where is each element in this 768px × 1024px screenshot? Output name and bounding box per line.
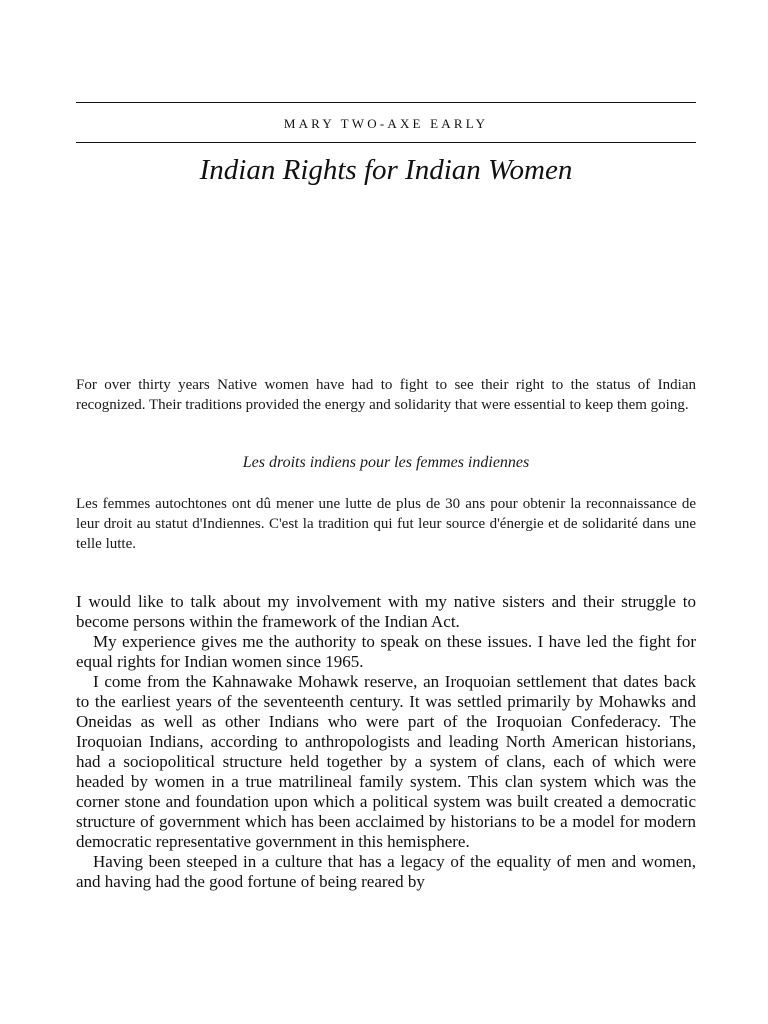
- body-paragraph-3: I come from the Kahnawake Mohawk reserve, an Iroquoian settlement that dates back to the earliest years of the seventeenth century. It was settled primarily by Mohawks and Oneidas as well as other Indians who were part of the Iroquoian Confederacy. The Iroquoian Indians, according to anthropologists and leading North American historians, had a sociopolitical structure held together by a system of clans, each of which were headed by women in a true matrilineal family system. This clan system which was the corner stone and foundation upon which a political system was built created a democratic structure of government which has been acclaimed by historians to be a model for modern democratic representative government in this hemisphere.: [76, 672, 696, 851]
- article-title: Indian Rights for Indian Women: [199, 154, 573, 186]
- abstract-english: For over thirty years Native women have had to fight to see their right to the status of Indian recognized. Their traditions provided the energy and solidarity that were essential to keep them going.: [76, 377, 696, 413]
- header-top-rule: [76, 102, 696, 103]
- header-bottom-rule: [76, 142, 696, 143]
- body-paragraph-2: My experience gives me the authority to speak on these issues. I have led the fight for equal rights for Indian women since 1965.: [76, 632, 696, 671]
- author-name: MARY TWO-AXE EARLY: [283, 116, 489, 131]
- body-paragraph-4: Having been steeped in a culture that has a legacy of the equality of men and women, and having had the good fortune of being reared by: [76, 852, 696, 891]
- body-paragraph-1: I would like to talk about my involvement with my native sisters and their struggle to become persons within the framework of the Indian Act.: [76, 592, 696, 631]
- article-body: [76, 592, 696, 892]
- abstract-french-title: Les droits indiens pour les femmes indiennes: [242, 454, 530, 471]
- abstract-french: Les femmes autochtones ont dû mener une lutte de plus de 30 ans pour obtenir la reconnaissance de leur droit au statut d'Indiennes. C'est la tradition qui fut leur source d'énergie et de solidarité dans une telle lutte.: [76, 496, 696, 552]
